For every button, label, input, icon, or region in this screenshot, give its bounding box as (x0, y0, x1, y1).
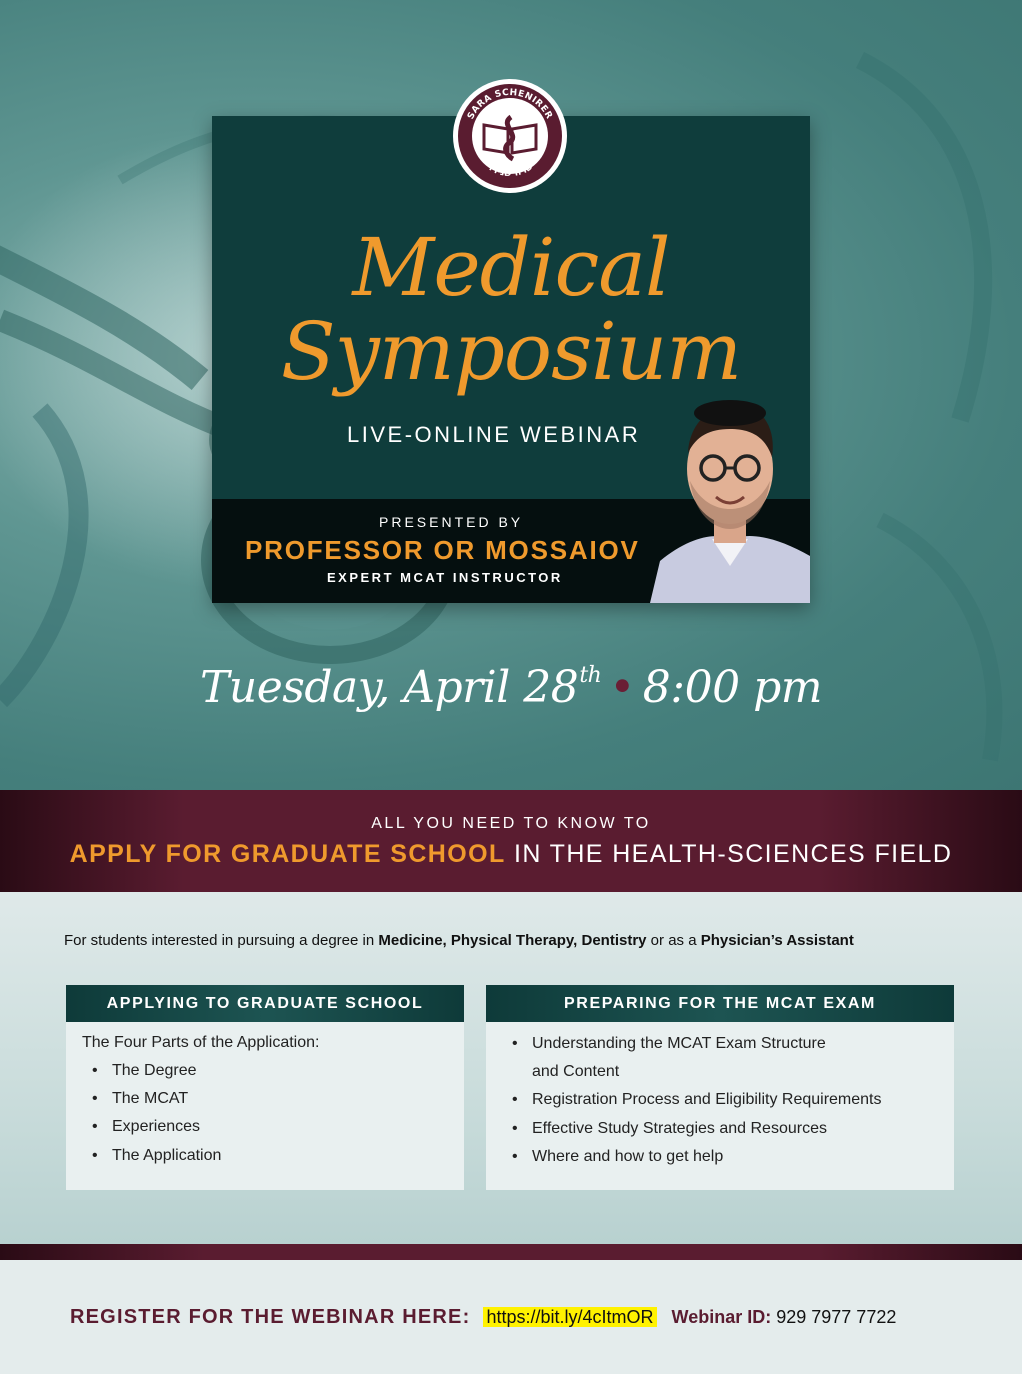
list-item-line: Understanding the MCAT Exam Structure (532, 1035, 826, 1052)
title-line-2: Symposium (280, 305, 742, 398)
svg-text:שרה שנירר: שרה שנירר (484, 161, 536, 180)
date-separator: • (609, 662, 635, 713)
graduate-school-box (66, 985, 464, 1190)
headline-band (0, 790, 1022, 892)
title-line-1: Medical (352, 221, 670, 314)
application-parts-lead: The Four Parts of the Application: (82, 1034, 320, 1051)
intro-prefix: For students interested in pursuing a degree in (64, 932, 379, 949)
webinar-subtitle: LIVE-ONLINE WEBINAR (347, 422, 641, 447)
presenter-title: EXPERT MCAT INSTRUCTOR (327, 570, 563, 585)
svg-text:SARA SCHENIRER: SARA SCHENIRER (466, 87, 554, 122)
mcat-box (486, 985, 954, 1190)
intro-text (64, 932, 854, 949)
school-logo-lettering (451, 77, 569, 195)
intro-last-field: Physician’s Assistant (700, 932, 854, 949)
list-item: • Registration Process and Eligibility Requirements (512, 1086, 882, 1114)
intro-fields: Medicine, Physical Therapy, Dentistry (378, 932, 647, 949)
webinar-id-label: Webinar ID: (671, 1307, 772, 1327)
band-subheading: ALL YOU NEED TO KNOW TO (371, 815, 651, 832)
list-item: • The Degree (92, 1057, 221, 1085)
list-item: • The Application (92, 1142, 221, 1170)
register-link[interactable]: https://bit.ly/4cItmOR (483, 1307, 656, 1327)
divider-band (0, 1244, 1022, 1260)
intro-middle: or as a (646, 932, 701, 949)
mcat-heading: PREPARING FOR THE MCAT EXAM (486, 985, 954, 1022)
register-section (0, 1260, 1022, 1374)
register-label: REGISTER FOR THE WEBINAR HERE: (70, 1306, 471, 1328)
register-line (70, 1306, 896, 1329)
band-heading (0, 840, 1022, 869)
mcat-topics-list (512, 1030, 882, 1171)
band-heading-highlight: APPLY FOR GRADUATE SCHOOL (69, 840, 506, 868)
presenter-name: PROFESSOR OR MOSSAIOV (245, 535, 640, 565)
event-date: Tuesday, April 28 (200, 662, 579, 713)
event-date-suffix: th (579, 663, 602, 688)
band-heading-rest: IN THE HEALTH-SCIENCES FIELD (505, 840, 953, 868)
presented-by-label: PRESENTED BY (379, 514, 524, 530)
list-item (512, 1030, 882, 1086)
application-parts-list (92, 1057, 221, 1170)
list-item: • Effective Study Strategies and Resources (512, 1115, 882, 1143)
list-item: • Experiences (92, 1113, 221, 1141)
event-date-time (0, 662, 1022, 713)
content-section (0, 892, 1022, 1244)
list-item-line: and Content (532, 1063, 620, 1081)
event-time: 8:00 pm (642, 662, 822, 713)
graduate-school-heading: APPLYING TO GRADUATE SCHOOL (66, 985, 464, 1022)
list-item: • Where and how to get help (512, 1143, 882, 1171)
presenter-portrait (650, 391, 810, 603)
list-item: • The MCAT (92, 1085, 221, 1113)
webinar-id-value: 929 7977 7722 (776, 1307, 897, 1327)
